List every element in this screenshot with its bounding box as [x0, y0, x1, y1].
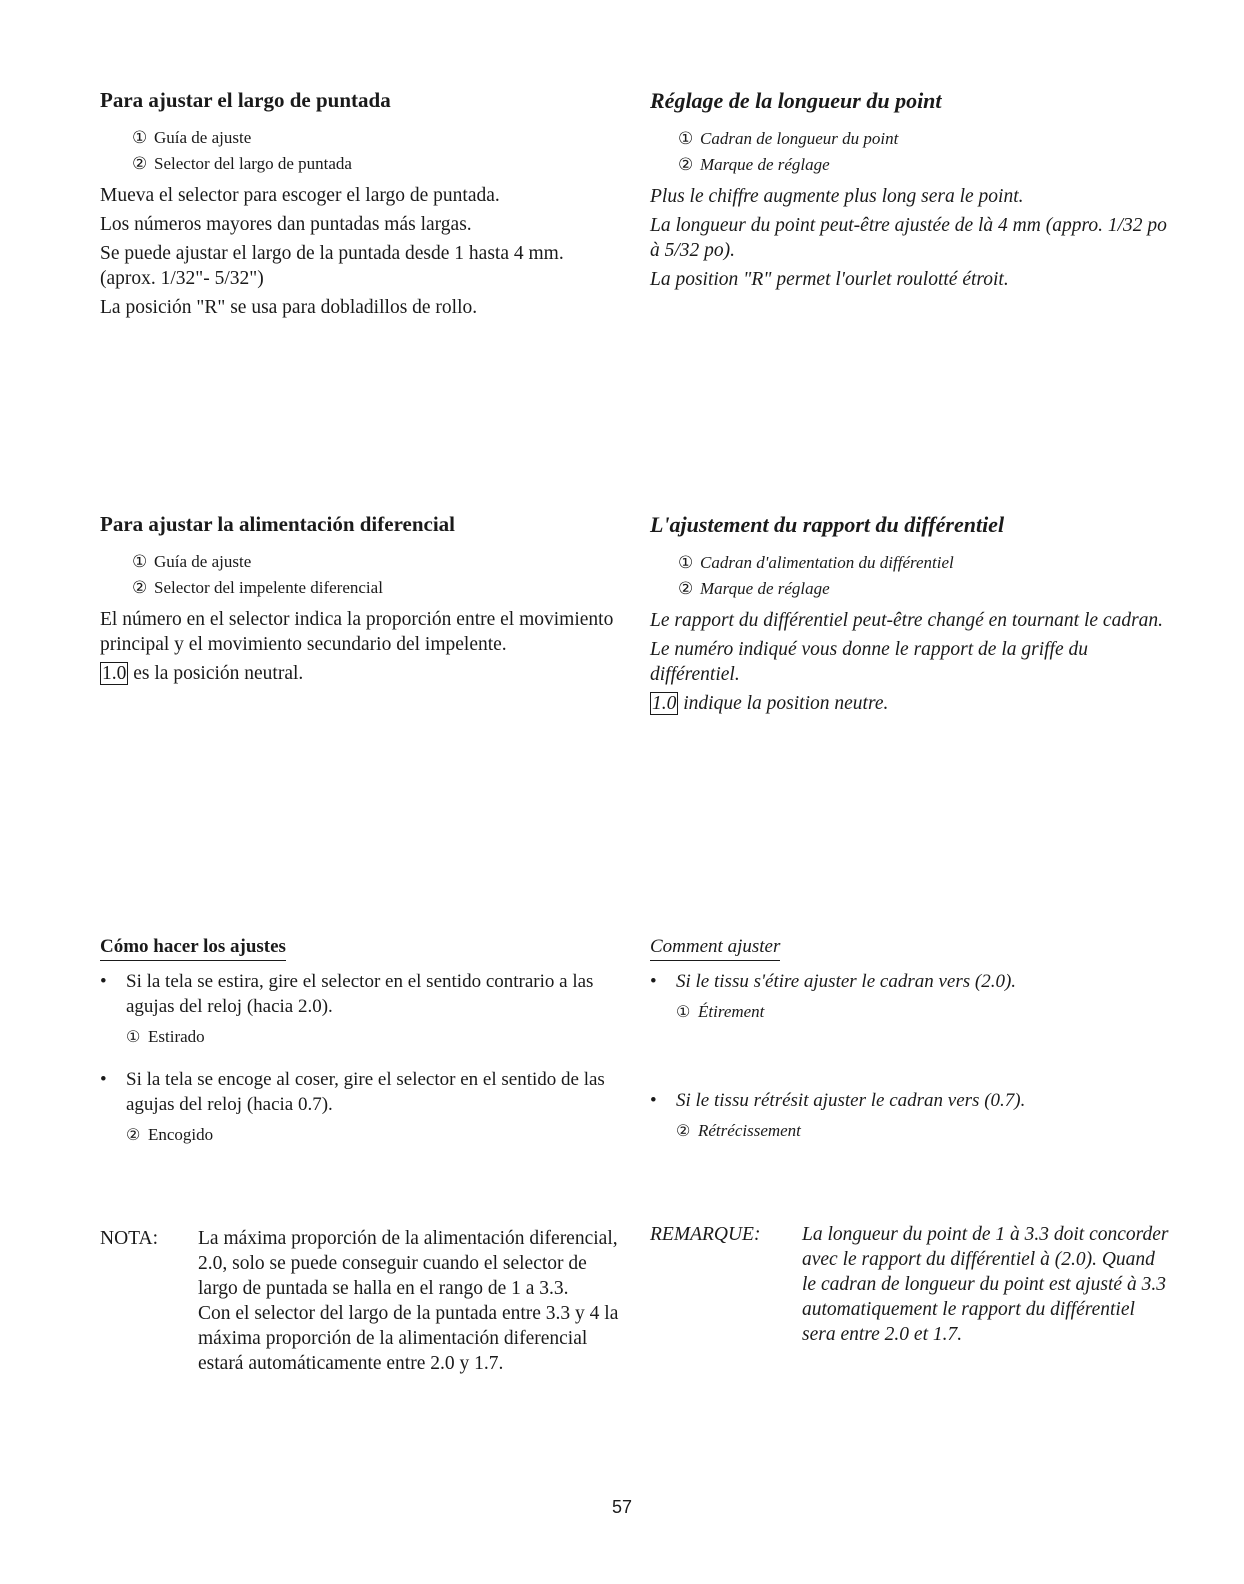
callout-item: ② Selector del largo de puntada	[132, 154, 352, 174]
paragraph: El número en el selector indica la proporción entre el movimiento principal y el movimiento secundario del impelente.	[100, 609, 614, 656]
paragraph: Mueva el selector para escoger el largo de puntada.	[100, 185, 500, 207]
paragraph: Le numéro indiqué vous donne le rapport de la griffe du différentiel.	[650, 639, 1088, 686]
section-title: L'ajustement du rapport du différentiel	[650, 512, 1005, 537]
how-to-adjust-es	[100, 936, 620, 1145]
paragraph: Se puede ajustar el largo de la puntada desde 1 hasta 4 mm. (aprox. 1/32"- 5/32")	[100, 243, 564, 290]
note-label: REMARQUE:	[650, 1224, 761, 1245]
neutral-position: 1.0 es la posición neutral.	[102, 663, 304, 685]
neutral-value-box: 1.0	[652, 693, 677, 715]
paragraph: Los números mayores dan puntadas más largas.	[100, 214, 472, 236]
differential-feed-es	[100, 512, 620, 690]
stitch-length-es	[100, 88, 620, 324]
callout-list	[650, 550, 1170, 602]
note-label: NOTA:	[100, 1228, 159, 1249]
paragraph: La longueur du point peut-être ajustée de là 4 mm (appro. 1/32 po à 5/32 po).	[650, 215, 1167, 262]
section-title: Réglage de la longueur du point	[650, 88, 942, 113]
callout-item: ① Estirado	[126, 1027, 205, 1046]
note-body: La máxima proporción de la alimentación diferencial, 2.0, solo se puede conseguir cuando el selector de largo de puntada se halla en el rango de 1 a 3.3. Con el selector del largo de la puntada entre 3.3 y 4 la máxima proporción de la alimentación diferencial estará automáticamente entre 2.0 y 1.7.	[198, 1228, 619, 1374]
section-title: Para ajustar la alimentación diferencial	[100, 512, 456, 536]
callout-item: ② Selector del impelente diferencial	[132, 578, 383, 598]
subsection-title: Comment ajuster	[650, 936, 780, 961]
note-es	[100, 1226, 620, 1376]
callout-item: ② Marque de réglage	[678, 155, 830, 175]
page-number: 57	[611, 1497, 633, 1517]
neutral-position: 1.0 indique la position neutre.	[652, 693, 889, 715]
callout-list	[100, 125, 620, 177]
callout-list	[650, 126, 1170, 178]
neutral-value-box: 1.0	[102, 663, 127, 685]
callout-item: ① Guía de ajuste	[132, 552, 252, 572]
callout-item: ② Marque de réglage	[678, 579, 830, 599]
paragraph: Plus le chiffre augmente plus long sera le point.	[650, 186, 1024, 208]
bullet-icon: •	[650, 1090, 657, 1111]
callout-item: ① Guía de ajuste	[132, 128, 252, 148]
bullet-item: • Si le tissu s'étire ajuster le cadran vers (2.0).	[650, 971, 1017, 992]
differential-feed-fr	[650, 512, 1170, 720]
bullet-icon: •	[100, 1069, 107, 1090]
note-fr	[650, 1222, 1170, 1347]
bullet-item: • Si la tela se encoge al coser, gire el selector en el sentido de las agujas del reloj (hacia 0.7).	[100, 1069, 605, 1115]
section-title: Para ajustar el largo de puntada	[100, 88, 391, 112]
callout-item: ② Rétrécissement	[676, 1121, 801, 1140]
callout-item: ① Cadran d'alimentation du différentiel	[678, 553, 954, 573]
callout-item: ① Cadran de longueur du point	[678, 129, 899, 149]
paragraph: La position "R" permet l'ourlet roulotté étroit.	[650, 269, 1009, 291]
how-to-adjust-fr	[650, 936, 1170, 1022]
how-to-adjust-fr-2	[650, 1088, 1170, 1141]
stitch-length-fr	[650, 88, 1170, 296]
bullet-icon: •	[100, 971, 107, 992]
note-body: La longueur du point de 1 à 3.3 doit concorder avec le rapport du différentiel à (2.0). Quand le cadran de longueur du point est ajusté à 3.3 automatiquement le rapport du différentiel sera entre 2.0 et 1.7.	[802, 1224, 1169, 1345]
bullet-icon: •	[650, 971, 657, 992]
callout-item: ② Encogido	[126, 1125, 214, 1144]
callout-item: ① Étirement	[676, 1002, 765, 1021]
subsection-title: Cómo hacer los ajustes	[100, 936, 286, 961]
paragraph: La posición "R" se usa para dobladillos de rollo.	[100, 297, 478, 319]
bullet-item: • Si la tela se estira, gire el selector en el sentido contrario a las agujas del reloj (hacia 2.0).	[100, 971, 594, 1017]
callout-list	[100, 549, 620, 601]
bullet-item: • Si le tissu rétrésit ajuster le cadran vers (0.7).	[650, 1090, 1026, 1111]
paragraph: Le rapport du différentiel peut-être changé en tournant le cadran.	[650, 610, 1164, 632]
